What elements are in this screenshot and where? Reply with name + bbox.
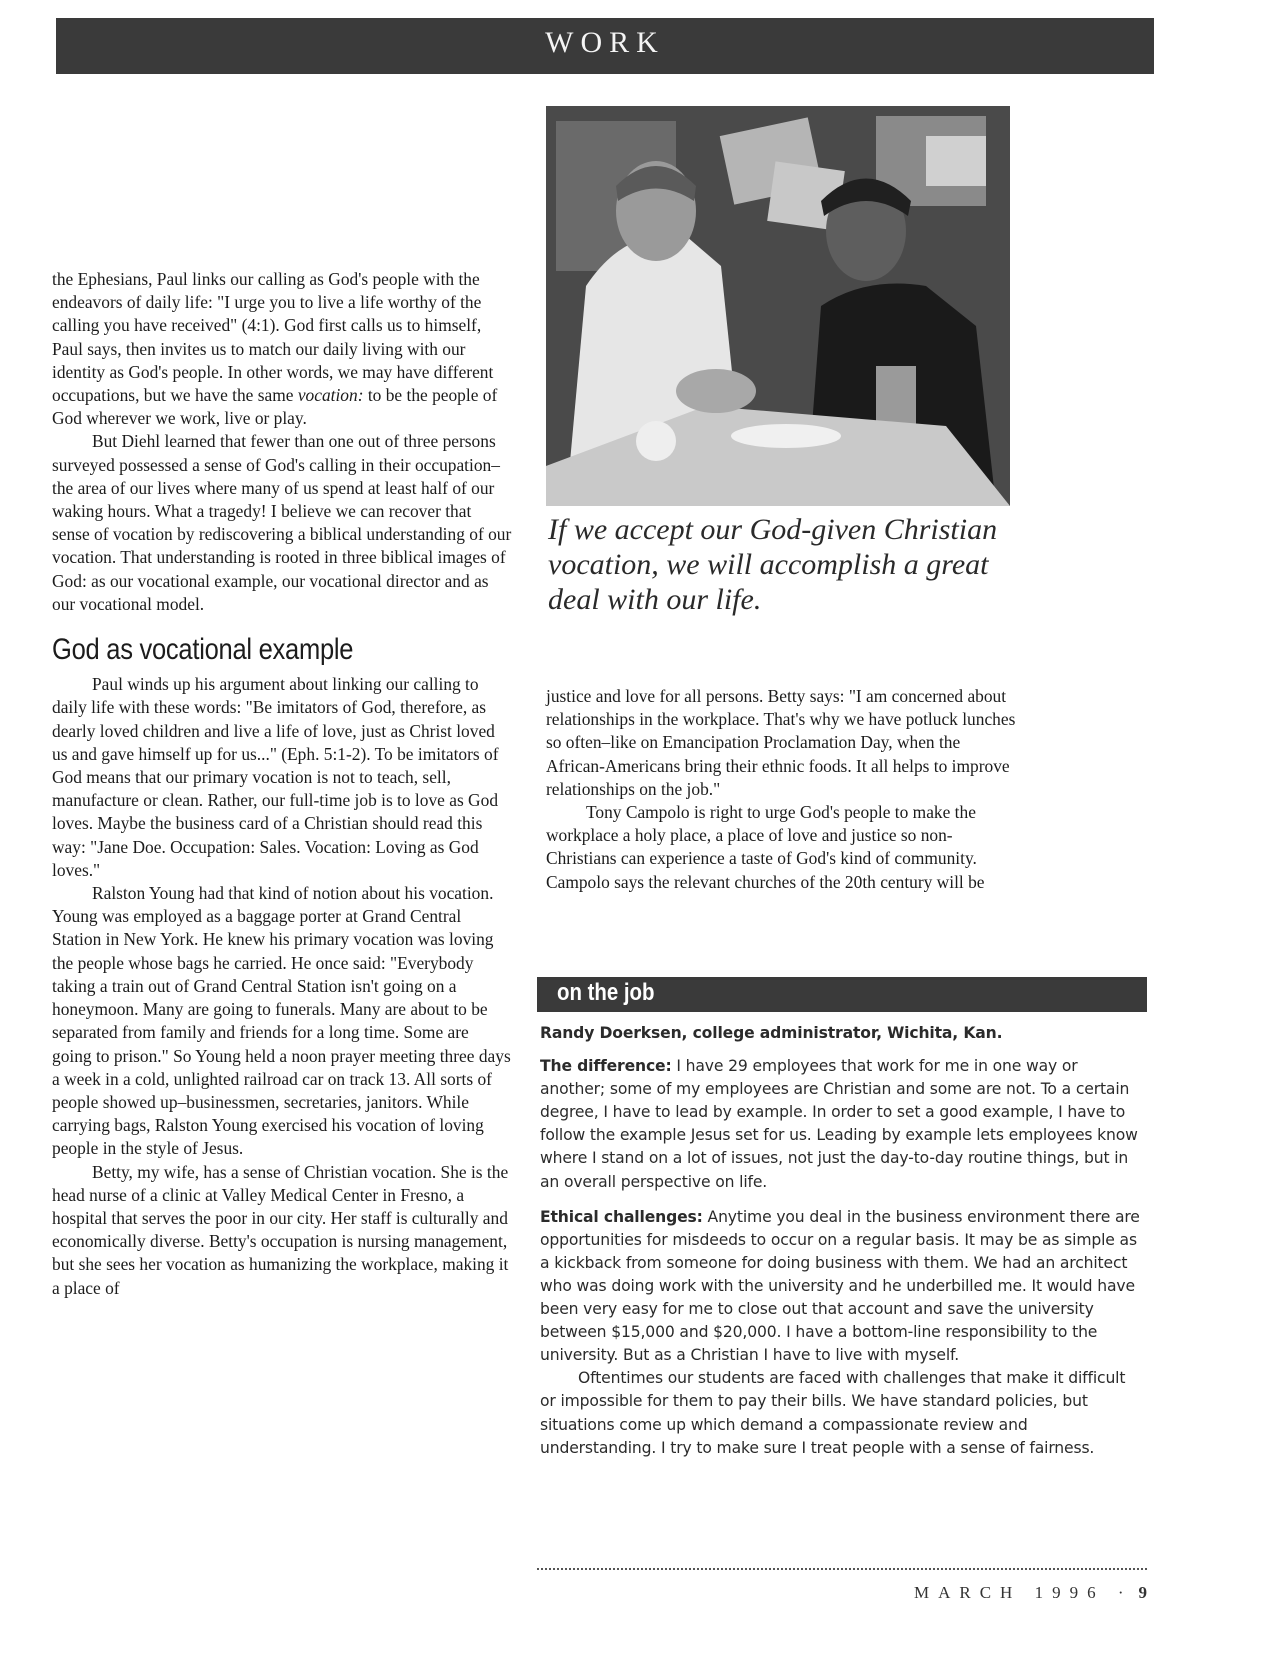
paragraph: Tony Campolo is right to urge God's people to make the workplace a holy place, a place of love and justice so non-Christians can experience a taste of God's kind of community. Campolo says the relevant churches of the 20th century will be	[546, 802, 985, 892]
paragraph: justice and love for all persons. Betty says: "I am concerned about relationships in the workplace. That's why we have potluck lunches so often–like on Emancipation Proclamation Day, when the African-Americans bring their ethnic foods. It all helps to improve relationships on the job."	[546, 686, 1016, 799]
page-footer	[914, 1583, 1147, 1603]
sidebar-paragraph: Ethical challenges: Anytime you deal in the business environment there are opportunities for misdeeds to occur on a regular basis. It may be as simple as a kickback from someone for doing business with them. We had an architect who was doing work with the university and he underbilled me. It would have been very easy for me to close out that account and save the university between $15,000 and $20,000. I have a bottom-line responsibility to the university. But as a Christian I have to live with myself.	[540, 1207, 1140, 1365]
paragraph: Betty, my wife, has a sense of Christian vocation. She is the head nurse of a clinic at Valley Medical Center in Fresno, a hospital that serves the poor in our city. Her staff is culturally and economically diverse. Betty's occupation is nursing management, but she sees her vocation as humanizing the workplace, making it a place of	[52, 1161, 509, 1298]
sidebar-paragraph: The difference: I have 29 employees that work for me in one way or another; some of my employees are Christian and some are not. To a certain degree, I have to lead by example. In order to set a good example, I have to follow the example Jesus set for us. Leading by example lets employees know where I stand on a lot of issues, not just the day-to-day routine things, but in an overall perspective on life.	[540, 1057, 1138, 1191]
sidebar-label: Ethical challenges:	[540, 1207, 703, 1226]
header-bar	[56, 18, 1154, 74]
page-number: 9	[1138, 1583, 1147, 1602]
sidebar-byline: Randy Doerksen, college administrator, Wichita, Kan.	[540, 1024, 1003, 1042]
sidebar-label: The difference:	[540, 1057, 672, 1076]
sidebar-paragraph: Oftentimes our students are faced with challenges that make it difficult or impossible for them to pay their bills. We have standard policies, but situations come up which demand a compassionate review and understanding. I try to make sure I treat people with a sense of fairness.	[540, 1369, 1126, 1457]
pull-quote-text: If we accept our God-given Christian vocation, we will accomplish a great deal with our life.	[548, 513, 998, 616]
paragraph: the Ephesians, Paul links our calling as God's people with the endeavors of daily life: "I urge you to live a life worthy of the calling you have received" (4:1). God first calls us to himself, Paul says, then invites us to match our daily living with our identity as God's people. In other words, we may have different occupations, but we have the same vocation: to be the people of God wherever we work, live or play.	[52, 269, 498, 429]
paragraph: Paul winds up his argument about linking our calling to daily life with these words: "Be imitators of God, therefore, as dearly loved children and live a life of love, just as Christ loved us and gave himself up for us..." (Eph. 5:1-2). To be imitators of God means that our primary vocation is not to teach, sell, manufacture or clean. Rather, our full-time job is to love as God loves. Maybe the business card of a Christian should read this way: "Jane Doe. Occupation: Sales. Vocation: Loving as God loves."	[52, 674, 499, 880]
dotted-divider	[537, 1568, 1147, 1570]
sidebar-header	[537, 977, 1147, 1012]
section-title: WORK	[545, 26, 665, 59]
pull-quote	[548, 512, 1008, 617]
left-column	[52, 268, 512, 1300]
sidebar-body	[540, 1022, 1145, 1472]
issue-date: MARCH 1996 ·	[913, 1583, 1133, 1602]
paragraph: But Diehl learned that fewer than one out of three persons surveyed possessed a sense of God's calling in their occupation–the area of our lives where many of us spend at least half of our waking hours. What a tragedy! I believe we can recover that sense of vocation by rediscovering a biblical understanding of our vocation. That understanding is rooted in three biblical images of God: as our vocational example, our vocational director and as our vocational model.	[52, 431, 512, 614]
sidebar-title: on the job	[557, 979, 655, 1006]
paragraph: Ralston Young had that kind of notion about his vocation. Young was employed as a baggage porter at Grand Central Station in New York. He knew his primary vocation was loving the people whose bags he carried. He once said: "Everybody taking a train out of Grand Central Station isn't going on a honeymoon. Many are going to funerals. Many are about to be separated from family and friends for a long time. Some are going to prison." So Young held a noon prayer meeting three days a week in a cold, unlighted railroad car on track 13. All sorts of people showed up–businessmen, secretaries, janitors. While carrying bags, Ralston Young exercised his vocation of loving people in the style of Jesus.	[52, 883, 511, 1159]
section-heading: God as vocational example	[52, 633, 354, 667]
right-column	[546, 685, 1016, 894]
photo-illustration	[546, 106, 1010, 506]
article-photo	[546, 106, 1010, 506]
